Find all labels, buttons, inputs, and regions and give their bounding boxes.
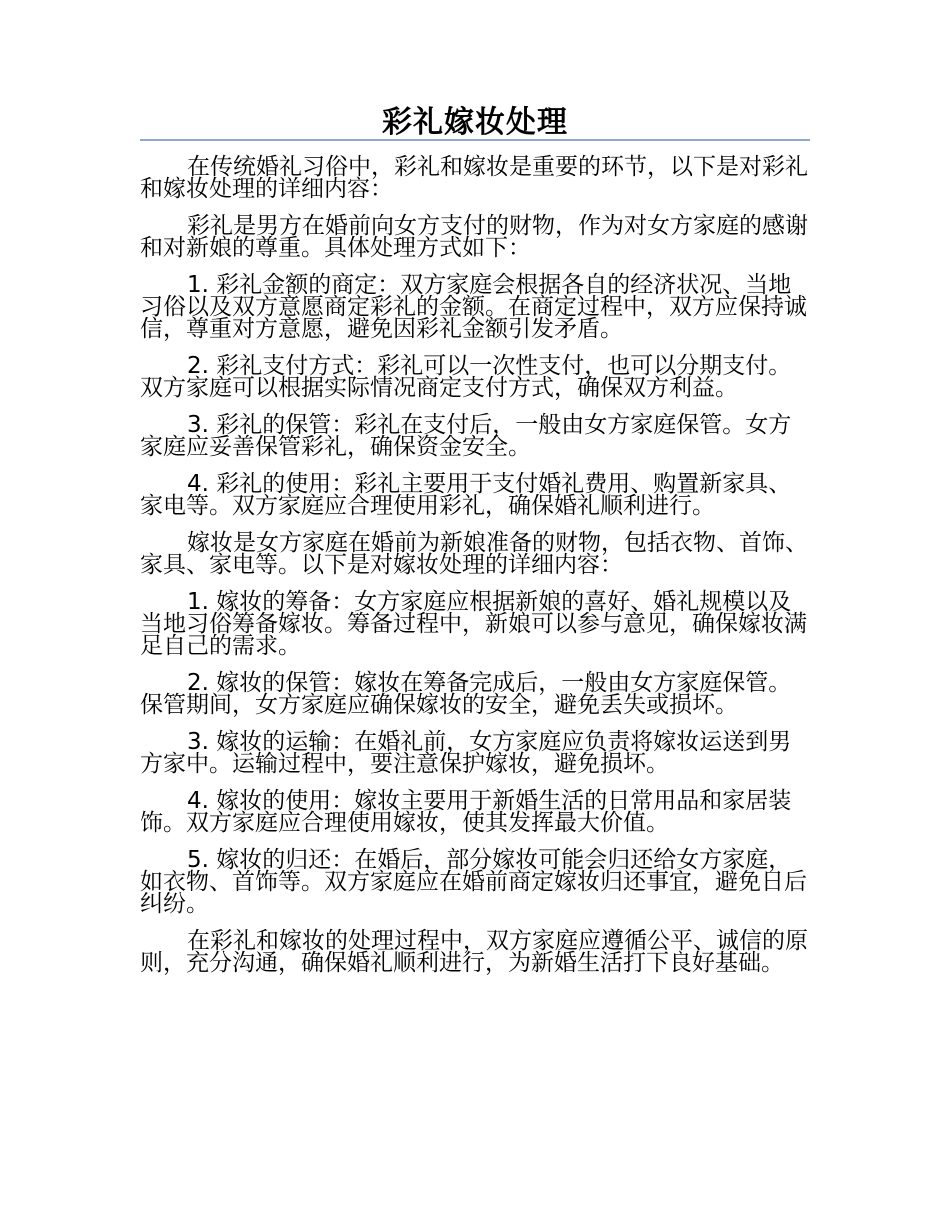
paragraph-caili-amount: 1. 彩礼金额的商定：双方家庭会根据各自的经济状况、当地习俗以及双方意愿商定彩礼的金额。在商定过程中，双方应保持诚信，尊重对方意愿，避免因彩礼金额引发矛盾。 <box>140 272 807 342</box>
paragraph-jiazhuang-return: 5. 嫁妆的归还：在婚后，部分嫁妆可能会归还给女方家庭，如衣物、首饰等。双方家庭应在婚前商定嫁妆归还事宜，避免日后纠纷。 <box>140 847 807 917</box>
paragraph-caili-usage: 4. 彩礼的使用：彩礼主要用于支付婚礼费用、购置新家具、家电等。双方家庭应合理使用彩礼，确保婚礼顺利进行。 <box>140 471 792 519</box>
paragraph-caili-payment: 2. 彩礼支付方式：彩礼可以一次性支付，也可以分期支付。双方家庭可以根据实际情况商定支付方式，确保双方利益。 <box>140 353 792 401</box>
document-body <box>140 156 810 989</box>
paragraph-jiazhuang-definition: 嫁妆是女方家庭在婚前为新娘准备的财物，包括衣物、首饰、家具、家电等。以下是对嫁妆处理的详细内容： <box>140 530 808 578</box>
paragraph-caili-definition: 彩礼是男方在婚前向女方支付的财物，作为对女方家庭的感谢和对新娘的尊重。具体处理方式如下： <box>140 213 808 261</box>
paragraph-jiazhuang-usage: 4. 嫁妆的使用：嫁妆主要用于新婚生活的日常用品和家居装饰。双方家庭应合理使用嫁妆，使其发挥最大价值。 <box>140 788 792 836</box>
paragraph-conclusion: 在彩礼和嫁妆的处理过程中，双方家庭应遵循公平、诚信的原则，充分沟通，确保婚礼顺利进行，为新婚生活打下良好基础。 <box>140 928 808 976</box>
document-title: 彩礼嫁妆处理 <box>382 105 568 140</box>
paragraph-jiazhuang-transport: 3. 嫁妆的运输：在婚礼前，女方家庭应负责将嫁妆运送到男方家中。运输过程中，要注意保护嫁妆，避免损坏。 <box>140 729 792 777</box>
paragraph-caili-custody: 3. 彩礼的保管：彩礼在支付后，一般由女方家庭保管。女方家庭应妥善保管彩礼，确保资金安全。 <box>140 412 792 460</box>
title-underline <box>140 139 810 141</box>
paragraph-jiazhuang-custody: 2. 嫁妆的保管：嫁妆在筹备完成后，一般由女方家庭保管。保管期间，女方家庭应确保嫁妆的安全，避免丢失或损坏。 <box>140 670 792 718</box>
paragraph-jiazhuang-preparation: 1. 嫁妆的筹备：女方家庭应根据新娘的喜好、婚礼规模以及当地习俗筹备嫁妆。筹备过程中，新娘可以参与意见，确保嫁妆满足自己的需求。 <box>140 589 807 659</box>
paragraph-intro: 在传统婚礼习俗中，彩礼和嫁妆是重要的环节，以下是对彩礼和嫁妆处理的详细内容： <box>140 154 808 202</box>
